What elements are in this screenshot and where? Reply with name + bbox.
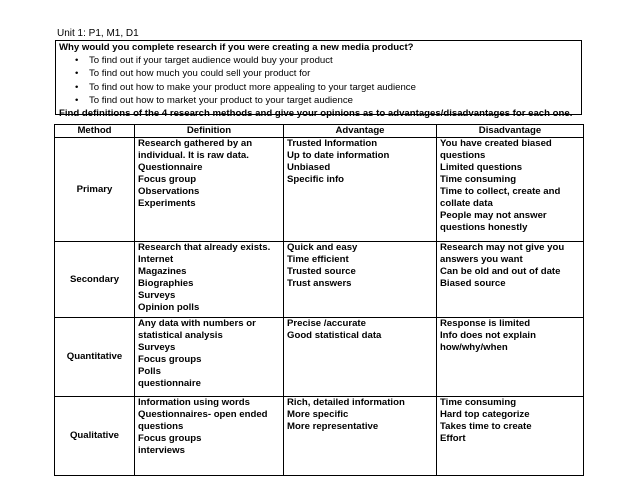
advantage-line: Quick and easy: [287, 242, 358, 253]
disadvantage-line: Can be old and out of date: [440, 266, 561, 277]
method-cell: Quantitative: [55, 318, 135, 397]
definition-cell: [135, 397, 284, 476]
row-quantitative: [55, 318, 584, 397]
advantage-cell: [284, 138, 437, 242]
disadvantage-line: collate data: [440, 198, 493, 209]
disadvantage-line: answers you want: [440, 254, 523, 265]
row-qualitative: [55, 397, 584, 476]
header-disadvantage: Disadvantage: [437, 125, 584, 138]
table-header-row: [55, 125, 584, 138]
definition-line: Observations: [138, 186, 200, 197]
disadvantage-cell: [437, 138, 584, 242]
definition-line: Polls: [138, 366, 161, 377]
header-method: Method: [55, 125, 135, 138]
disadvantage-cell: [437, 318, 584, 397]
advantage-cell: [284, 242, 437, 318]
definition-line: statistical analysis: [138, 330, 223, 341]
disadvantage-line: questions: [440, 150, 486, 161]
method-cell: Primary: [55, 138, 135, 242]
intro-bullet: • To find out if your target audience would buy your product: [89, 54, 581, 67]
advantage-line: Rich, detailed information: [287, 397, 405, 408]
advantage-line: Trusted Information: [287, 138, 378, 149]
disadvantage-line: Info does not explain: [440, 330, 536, 341]
disadvantage-line: Response is limited: [440, 318, 531, 329]
disadvantage-line: Hard top categorize: [440, 409, 530, 420]
definition-line: individual. It is raw data.: [138, 150, 249, 161]
disadvantage-line: Limited questions: [440, 162, 523, 173]
row-primary: [55, 138, 584, 242]
row-secondary: [55, 242, 584, 318]
disadvantage-line: Takes time to create: [440, 421, 532, 432]
intro-bullet: • To find out how much you could sell your product for: [89, 67, 581, 80]
intro-question: Why would you complete research if you were creating a new media product?: [59, 42, 414, 53]
definition-line: Focus groups: [138, 433, 202, 444]
definition-line: Opinion polls: [138, 302, 200, 313]
definition-line: Research gathered by an: [138, 138, 253, 149]
advantage-cell: [284, 397, 437, 476]
advantage-line: Up to date information: [287, 150, 390, 161]
method-cell: Qualitative: [55, 397, 135, 476]
definition-line: Research that already exists.: [138, 242, 271, 253]
disadvantage-line: You have created biased: [440, 138, 552, 149]
definition-line: Magazines: [138, 266, 187, 277]
advantage-line: Trusted source: [287, 266, 356, 277]
disadvantage-line: Time consuming: [440, 174, 517, 185]
intro-box: [55, 40, 582, 120]
definition-line: Experiments: [138, 198, 196, 209]
definition-line: Internet: [138, 254, 174, 265]
advantage-line: Trust answers: [287, 278, 352, 289]
disadvantage-line: Time consuming: [440, 397, 517, 408]
disadvantage-line: Time to collect, create and: [440, 186, 561, 197]
definition-line: interviews: [138, 445, 185, 456]
advantage-line: Good statistical data: [287, 330, 382, 341]
definition-line: Questionnaire: [138, 162, 203, 173]
definition-cell: [135, 318, 284, 397]
advantage-line: Precise /accurate: [287, 318, 366, 329]
definition-line: questionnaire: [138, 378, 201, 389]
disadvantage-line: Biased source: [440, 278, 506, 289]
definition-line: Surveys: [138, 290, 176, 301]
intro-instruction: Find definitions of the 4 research methods and give your opinions as to advantages/disadvantages for each one.: [59, 108, 573, 120]
disadvantage-line: Effort: [440, 433, 466, 444]
intro-bullet-list: [59, 54, 581, 107]
header-advantage: Advantage: [284, 125, 437, 138]
advantage-line: Specific info: [287, 174, 345, 185]
intro-bullet: • To find out how to make your product more appealing to your target audience: [89, 81, 581, 94]
advantage-line: Unbiased: [287, 162, 331, 173]
disadvantage-line: Research may not give you: [440, 242, 565, 253]
definition-line: questions: [138, 421, 184, 432]
definition-line: Information using words: [138, 397, 250, 408]
disadvantage-line: questions honestly: [440, 222, 528, 233]
advantage-line: Time efficient: [287, 254, 349, 265]
definition-line: Biographies: [138, 278, 194, 289]
definition-line: Questionnaires- open ended: [138, 409, 268, 420]
disadvantage-cell: [437, 242, 584, 318]
disadvantage-cell: [437, 397, 584, 476]
unit-heading: Unit 1: P1, M1, D1: [57, 28, 139, 39]
definition-line: Focus groups: [138, 354, 202, 365]
disadvantage-line: how/why/when: [440, 342, 508, 353]
disadvantage-line: People may not answer: [440, 210, 547, 221]
definition-line: Any data with numbers or: [138, 318, 256, 329]
intro-bullet: • To find out how to market your product to your target audience: [89, 94, 581, 107]
definition-cell: [135, 242, 284, 318]
header-definition: Definition: [135, 125, 284, 138]
advantage-cell: [284, 318, 437, 397]
definition-line: Focus group: [138, 174, 197, 185]
method-cell: Secondary: [55, 242, 135, 318]
definition-cell: [135, 138, 284, 242]
advantage-line: More representative: [287, 421, 379, 432]
advantage-line: More specific: [287, 409, 349, 420]
research-methods-table: [54, 124, 584, 476]
definition-line: Surveys: [138, 342, 176, 353]
